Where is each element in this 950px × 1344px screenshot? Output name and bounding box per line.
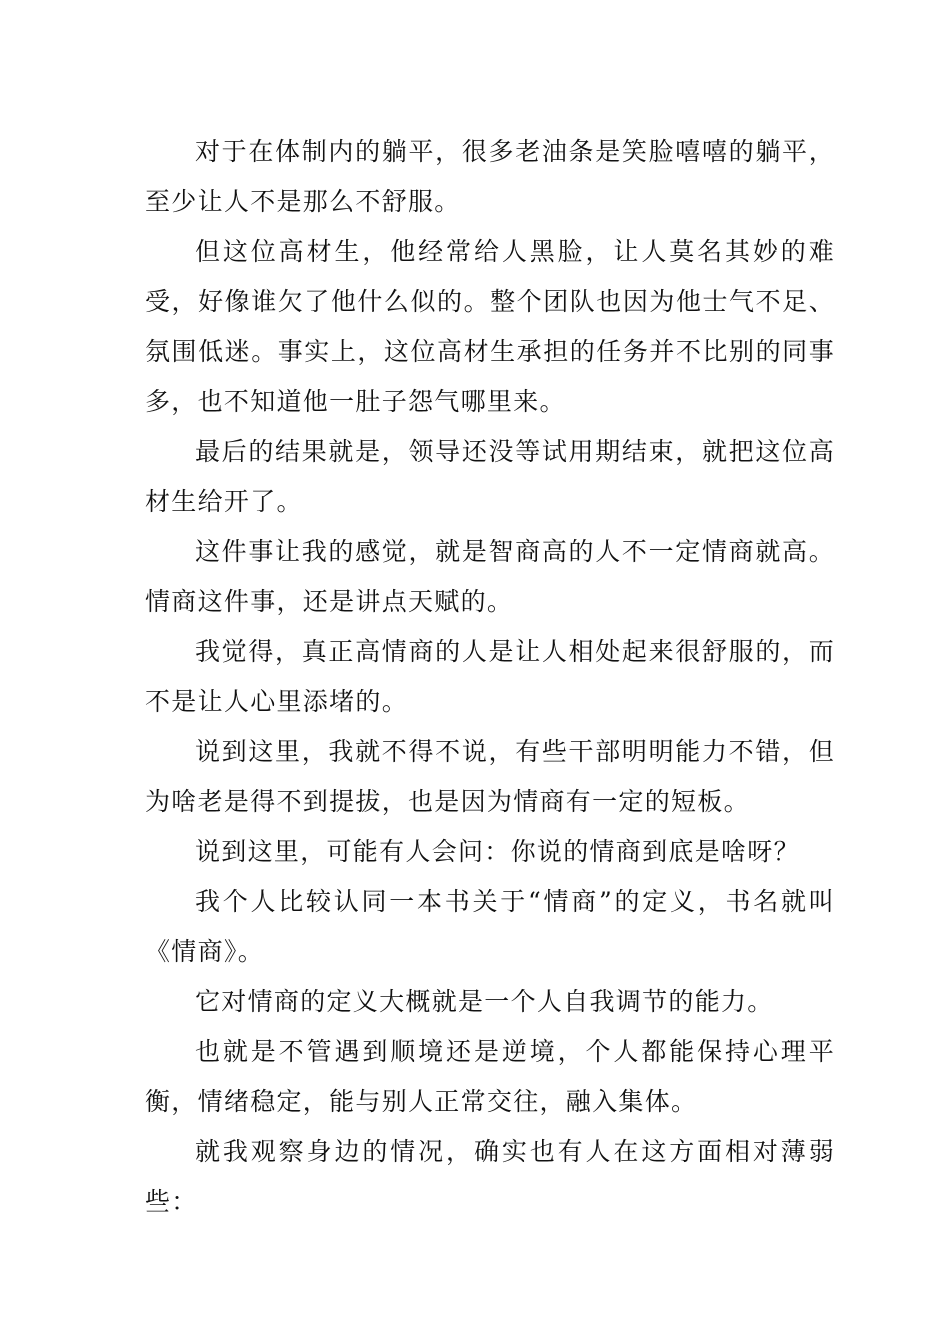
paragraph: 也就是不管遇到顺境还是逆境，个人都能保持心理平衡，情绪稳定，能与别人正常交往，融入集体。 (145, 1037, 835, 1116)
document-body (145, 127, 835, 1227)
paragraph: 它对情商的定义大概就是一个人自我调节的能力。 (195, 987, 774, 1016)
paragraph: 说到这里，可能有人会问：你说的情商到底是啥呀？ (195, 837, 800, 866)
paragraph: 这件事让我的感觉，就是智商高的人不一定情商就高。情商这件事，还是讲点天赋的。 (145, 537, 835, 616)
paragraph: 说到这里，我就不得不说，有些干部明明能力不错，但为啥老是得不到提拔，也是因为情商有一定的短板。 (145, 737, 835, 816)
paragraph: 但这位高材生，他经常给人黑脸，让人莫名其妙的难受，好像谁欠了他什么似的。整个团队也因为他士气不足、氛围低迷。事实上，这位高材生承担的任务并不比别的同事多，也不知道他一肚子怨气哪里来。 (145, 237, 835, 416)
paragraph: 对于在体制内的躺平，很多老油条是笑脸嘻嘻的躺平，至少让人不是那么不舒服。 (145, 137, 835, 216)
paragraph: 最后的结果就是，领导还没等试用期结束，就把这位高材生给开了。 (145, 437, 835, 516)
paragraph: 就我观察身边的情况，确实也有人在这方面相对薄弱些： (145, 1137, 835, 1216)
paragraph: 我觉得，真正高情商的人是让人相处起来很舒服的，而不是让人心里添堵的。 (145, 637, 835, 716)
paragraph: 我个人比较认同一本书关于“情商”的定义，书名就叫《情商》。 (145, 887, 835, 966)
